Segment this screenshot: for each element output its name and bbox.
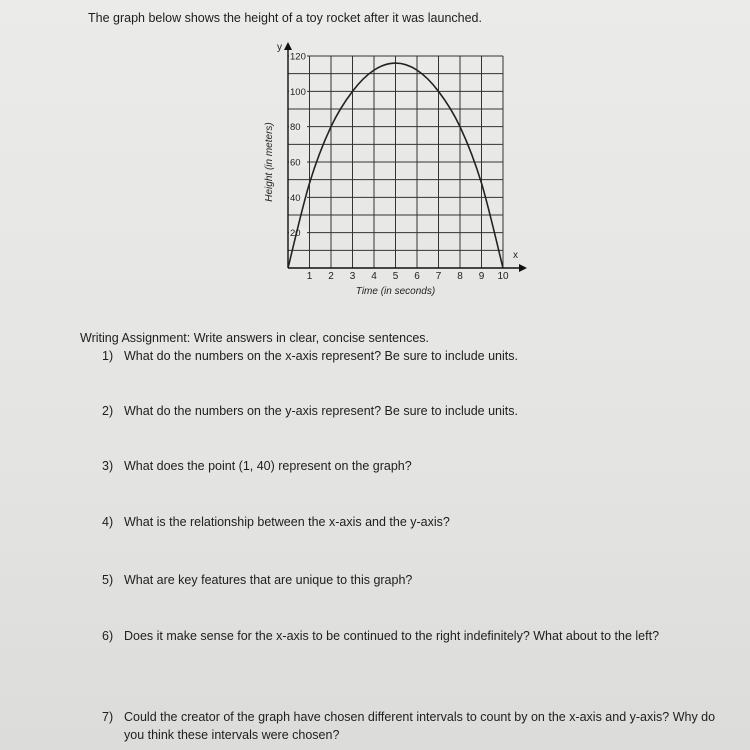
x-tick-label: 2	[328, 271, 334, 282]
x-tick-label: 5	[392, 271, 399, 282]
question-number: 3)	[102, 459, 114, 473]
question-text: What do the numbers on the y-axis represent? Be sure to include units.	[124, 404, 518, 418]
y-tick-label: 60	[290, 157, 301, 169]
y-tick-label: 100	[290, 86, 306, 98]
y-axis-label: Height (in meters)	[264, 122, 275, 202]
x-tick-label: 6	[414, 271, 420, 282]
y-tick-label: 120	[290, 51, 306, 63]
chart-svg	[250, 36, 540, 306]
question-3	[102, 457, 722, 475]
y-tick-label: 40	[290, 192, 301, 204]
question-5	[102, 571, 722, 589]
question-1	[102, 347, 722, 365]
question-text: What does the point (1, 40) represent on the graph?	[124, 459, 412, 473]
question-text: Does it make sense for the x-axis to be continued to the right indefinitely? What about to the left?	[124, 629, 660, 643]
assignment-title: Writing Assignment: Write answers in clear, concise sentences.	[80, 331, 429, 345]
y-tick-label: 80	[290, 122, 301, 134]
x-tick-label: 7	[435, 271, 442, 282]
question-4	[102, 513, 722, 531]
x-tick-label: 8	[457, 271, 463, 282]
question-number: 6)	[102, 629, 114, 643]
question-text: Could the creator of the graph have chosen different intervals to count by on the x-axis and y-axis? Why do you think these intervals were chosen?	[124, 710, 716, 742]
question-number: 2)	[102, 404, 114, 418]
x-axis-label: Time (in seconds)	[355, 286, 436, 297]
y-axis-arrow	[284, 42, 292, 50]
question-text: What are key features that are unique to this graph?	[124, 573, 413, 587]
question-number: 4)	[102, 515, 114, 529]
chart-grid	[288, 56, 503, 268]
x-tick-label: 1	[306, 271, 313, 282]
x-tick-label: 10	[497, 271, 509, 282]
x-tick-label: 9	[478, 271, 485, 282]
question-text: What do the numbers on the x-axis represent? Be sure to include units.	[124, 349, 518, 363]
question-7	[102, 708, 722, 744]
y-axis-letter: y	[277, 42, 282, 53]
x-axis-letter: x	[513, 250, 518, 261]
question-6	[102, 627, 722, 645]
question-text: What is the relationship between the x-axis and the y-axis?	[124, 515, 450, 529]
x-tick-label: 3	[349, 271, 356, 282]
x-axis-arrow	[519, 264, 527, 272]
rocket-height-chart	[250, 36, 540, 306]
question-2	[102, 402, 722, 420]
question-number: 1)	[102, 349, 114, 363]
question-number: 5)	[102, 573, 114, 587]
x-tick-label: 4	[371, 271, 377, 282]
chart-axes	[284, 42, 527, 272]
y-tick-label: 20	[290, 228, 301, 240]
intro-text: The graph below shows the height of a toy rocket after it was launched.	[88, 11, 482, 25]
question-number: 7)	[102, 710, 114, 724]
